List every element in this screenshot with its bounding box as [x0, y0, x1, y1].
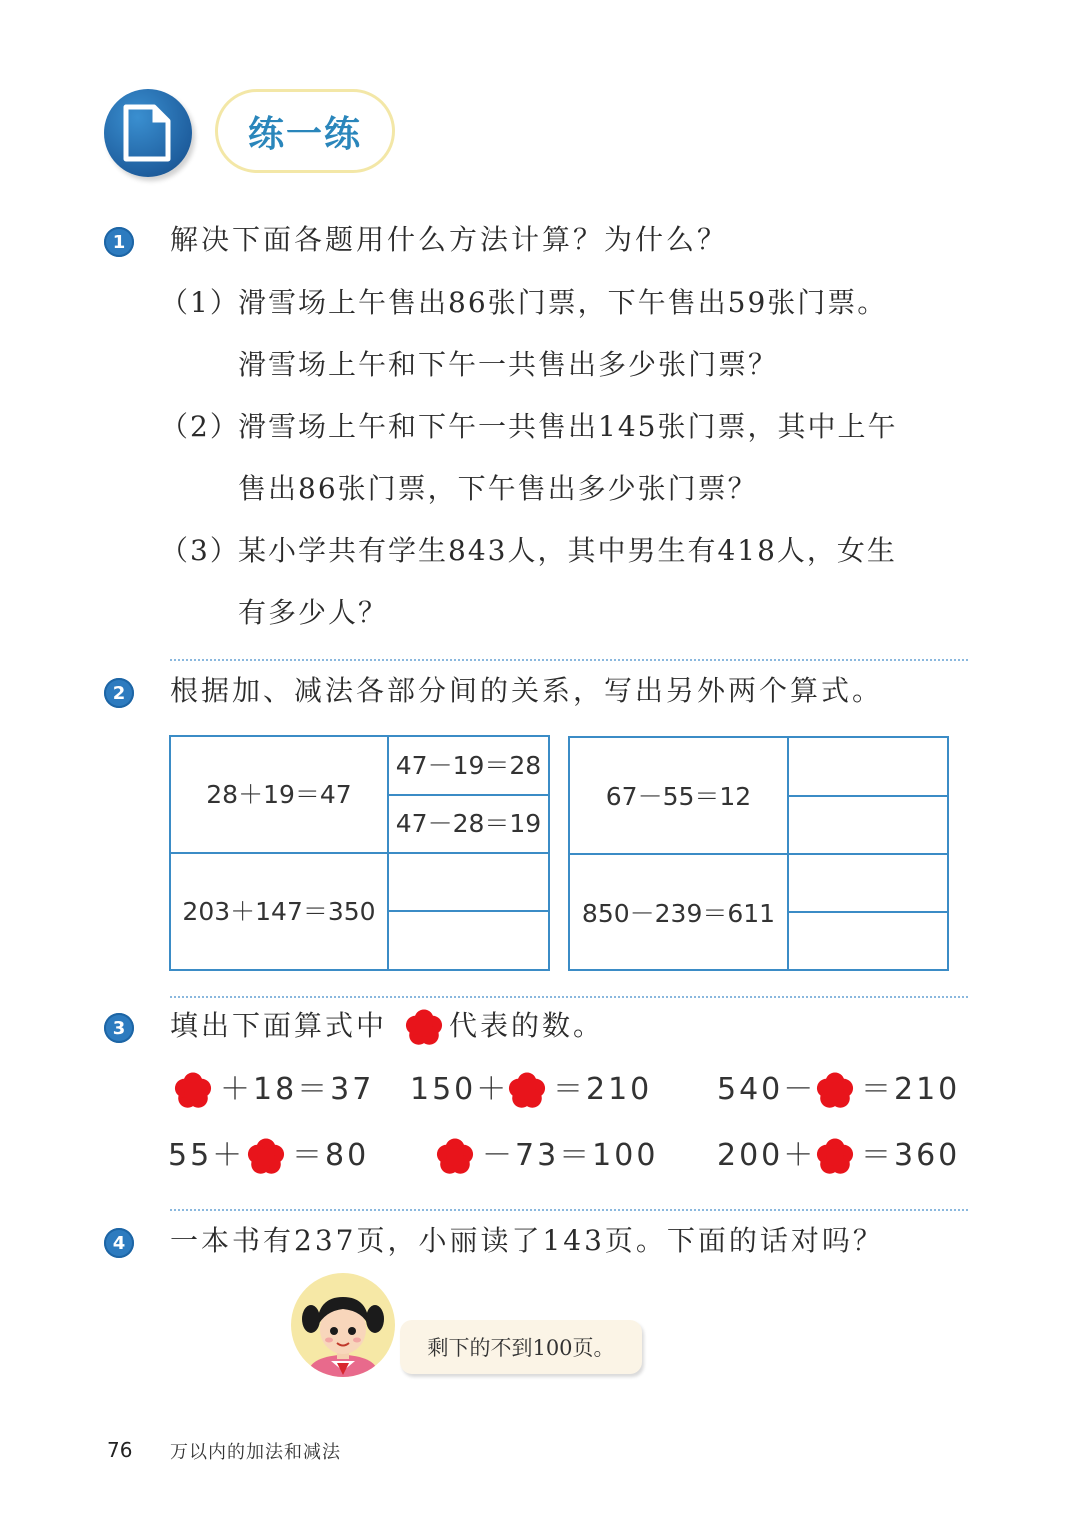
question-4-prompt: 一本书有237页，小丽读了143页。下面的话对吗？	[170, 1224, 884, 1257]
item-text-line1: 滑雪场上午售出86张门票，下午售出59张门票。	[238, 286, 888, 319]
answer-blank[interactable]	[789, 797, 947, 853]
item-text-line2: 有多少人？	[238, 596, 389, 629]
item-label: （2）	[160, 410, 240, 443]
equation-part: 150＋	[410, 1072, 510, 1107]
flower-icon	[245, 1136, 285, 1174]
equation-part: 55＋	[168, 1138, 246, 1173]
girl-avatar	[291, 1273, 395, 1377]
section-divider	[170, 996, 968, 998]
given-equation: 67－55＝12	[605, 782, 752, 811]
equation-part: －73＝100	[482, 1138, 659, 1173]
answer-equation: 47－19＝28	[395, 751, 542, 780]
section-divider	[170, 659, 968, 661]
item-label: （3）	[160, 534, 240, 567]
item-text-line1: 滑雪场上午和下午一共售出145张门票，其中上午	[238, 410, 898, 443]
question-number-badge: 3	[104, 1013, 134, 1043]
question-number-badge: 1	[104, 227, 134, 257]
chapter-title: 万以内的加法和减法	[170, 1442, 341, 1463]
flower-icon	[814, 1070, 854, 1108]
given-equation: 28＋19＝47	[206, 780, 352, 809]
question-number-badge: 2	[104, 678, 134, 708]
equation-table-right	[568, 736, 949, 971]
item-label: （1）	[160, 286, 240, 319]
answer-equation: 47－28＝19	[395, 809, 542, 838]
equation-part: ＝210	[553, 1072, 653, 1107]
answer-blank[interactable]	[789, 855, 947, 911]
flower-icon	[434, 1136, 474, 1174]
answer-blank[interactable]	[789, 738, 947, 795]
flower-icon	[172, 1070, 212, 1108]
page-number: 76	[107, 1438, 133, 1462]
equation-part: ＝80	[292, 1138, 370, 1173]
item-text-line1: 某小学共有学生843人，其中男生有418人，女生	[238, 534, 897, 567]
question-3-prompt-end: 代表的数。	[449, 1009, 605, 1042]
section-divider	[170, 1209, 968, 1211]
flower-icon	[506, 1070, 546, 1108]
given-equation: 850－239＝611	[581, 899, 776, 928]
equation-part: 200＋	[717, 1138, 817, 1173]
equation-part: ＝360	[861, 1138, 961, 1173]
question-2-prompt: 根据加、减法各部分间的关系，写出另外两个算式。	[170, 674, 884, 707]
equation-part: ＋18＝37	[220, 1072, 375, 1107]
equation-part: ＝210	[861, 1072, 961, 1107]
section-title: 练一练	[215, 89, 395, 173]
equation-part: 540－	[717, 1072, 817, 1107]
question-number-badge: 4	[104, 1228, 134, 1258]
item-text-line2: 滑雪场上午和下午一共售出多少张门票？	[238, 348, 779, 381]
item-text-line2: 售出86张门票，下午售出多少张门票？	[238, 472, 758, 505]
answer-blank[interactable]	[389, 912, 548, 969]
flower-icon	[403, 1007, 443, 1045]
flower-icon	[814, 1136, 854, 1174]
question-1-prompt: 解决下面各题用什么方法计算？为什么？	[170, 223, 729, 256]
answer-blank[interactable]	[389, 854, 548, 910]
speech-bubble: 剩下的不到100页。	[400, 1320, 642, 1374]
answer-blank[interactable]	[789, 913, 947, 969]
question-3-prompt-start: 填出下面算式中	[170, 1009, 388, 1042]
equation-table-left	[169, 735, 550, 971]
document-icon	[104, 89, 192, 177]
given-equation: 203＋147＝350	[182, 897, 376, 926]
